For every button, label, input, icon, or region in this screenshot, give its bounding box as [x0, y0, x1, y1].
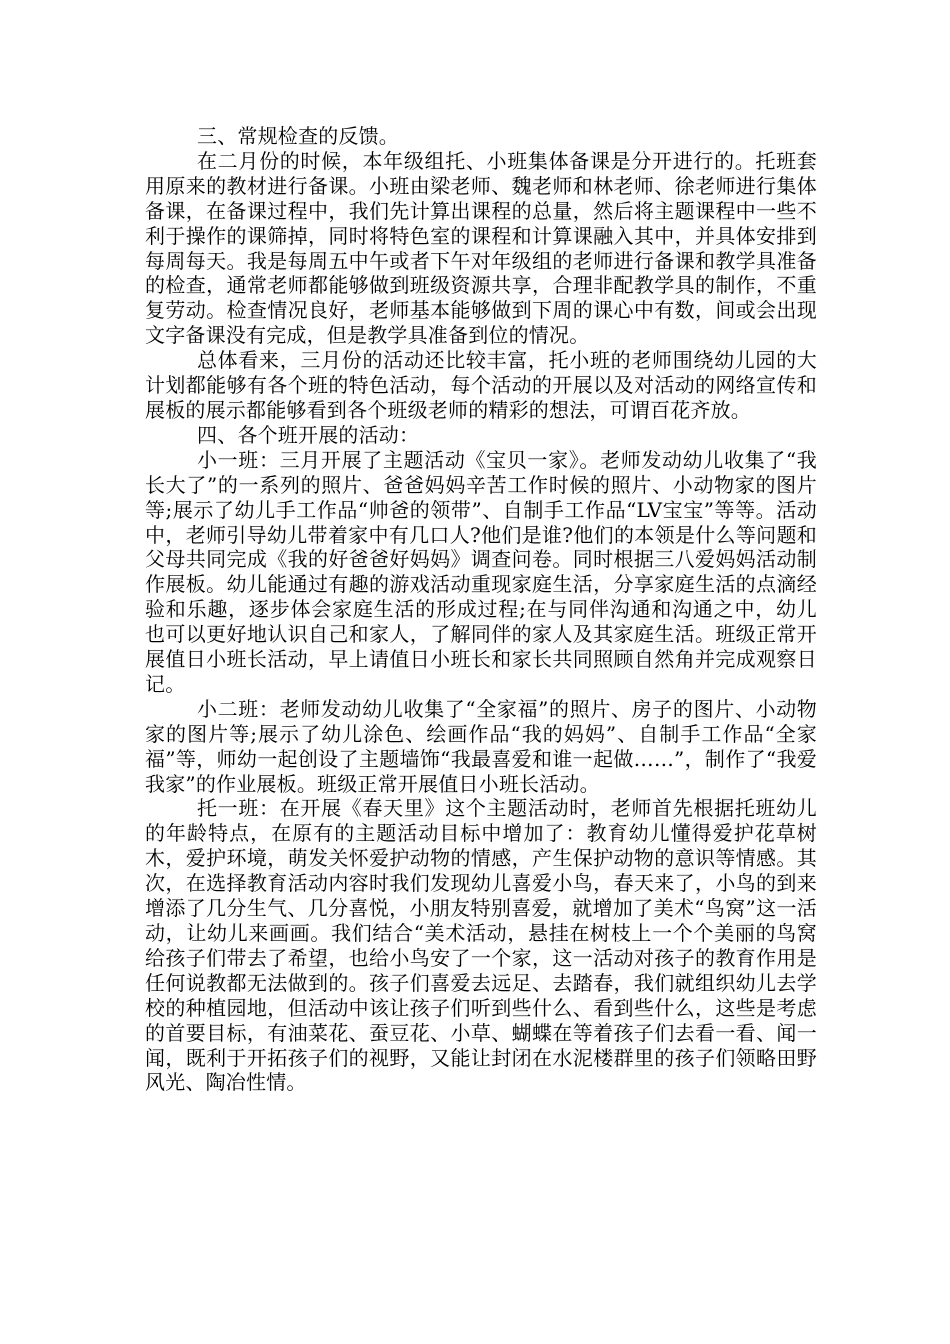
- paragraph-class-small-two: 小二班：老师发动幼儿收集了“全家福”的照片、房子的图片、小动物家的图片等;展示了幼儿涂色、绘画作品“我的妈妈”、自制手工作品“全家福”等，师幼一起创设了主题墙饰“我最喜爱和谁一起做……”，制作了“我爱我家”的作业展板。班级正常开展值日小班长活动。: [145, 696, 817, 796]
- document-body: [145, 124, 817, 1095]
- paragraph-class-small-one: 小一班：三月开展了主题活动《宝贝一家》。老师发动幼儿收集了“我长大了”的一系列的照片、爸爸妈妈辛苦工作时候的照片、小动物家的图片等;展示了幼儿手工作品“帅爸的领带”、自制手工作品“LV宝宝”等等。活动中，老师引导幼儿带着家中有几口人?他们是谁?他们的本领是什么等问题和父母共同完成《我的好爸爸好妈妈》调查问卷。同时根据三八爱妈妈活动制作展板。幼儿能通过有趣的游戏活动重现家庭生活，分享家庭生活的点滴经验和乐趣，逐步体会家庭生活的形成过程;在与同伴沟通和沟通之中，幼儿也可以更好地认识自己和家人，了解同伴的家人及其家庭生活。班级正常开展值日小班长活动，早上请值日小班长和家长共同照顾自然角并完成观察日记。: [145, 447, 817, 696]
- paragraph-february-lesson-prep: 在二月份的时候，本年级组托、小班集体备课是分开进行的。托班套用原来的教材进行备课。小班由梁老师、魏老师和林老师、徐老师进行集体备课，在备课过程中，我们先计算出课程的总量，然后将主题课程中一些不利于操作的课筛掉，同时将特色室的课程和计算课融入其中，并具体安排到每周每天。我是每周五中午或者下午对年级组的老师进行备课和教学具准备的检查，通常老师都能够做到班级资源共享，合理非配教学具的制作，不重复劳动。检查情况良好，老师基本能够做到下周的课心中有数，间或会出现文字备课没有完成，但是教学具准备到位的情况。: [145, 148, 817, 348]
- section-heading-class-activities: 四、各个班开展的活动：: [197, 422, 420, 447]
- paragraph-march-overview: 总体看来，三月份的活动还比较丰富，托小班的老师围绕幼儿园的大计划都能够有各个班的特色活动，每个活动的开展以及对活动的网络宣传和展板的展示都能够看到各个班级老师的精彩的想法，可谓百花齐放。: [145, 348, 817, 422]
- section-heading-routine-inspection: 三、常规检查的反馈。: [197, 124, 399, 148]
- paragraph-class-toddler-one: 托一班：在开展《春天里》这个主题活动时，老师首先根据托班幼儿的年龄特点，在原有的主题活动目标中增加了：教育幼儿懂得爱护花草树木，爱护环境，萌发关怀爱护动物的情感，产生保护动物的意识等情感。其次，在选择教育活动内容时我们发现幼儿喜爱小鸟，春天来了，小鸟的到来增添了几分生气、几分喜悦，小朋友特别喜爱，就增加了美术“鸟窝”这一活动，让幼儿来画画。我们结合“美术活动，悬挂在树枝上一个个美丽的鸟窝给孩子们带去了希望，也给小鸟安了一个家，这一活动对孩子的教育作用是任何说教都无法做到的。孩子们喜爱去远足、去踏春，我们就组织幼儿去学校的种植园地，但活动中该让孩子们听到些什么、看到些什么，这些是考虑的首要目标，有油菜花、蚕豆花、小草、蝴蝶在等着孩子们去看一看、闻一闻，既利于开拓孩子们的视野，又能让封闭在水泥楼群里的孩子们领略田野风光、陶冶性情。: [145, 796, 817, 1095]
